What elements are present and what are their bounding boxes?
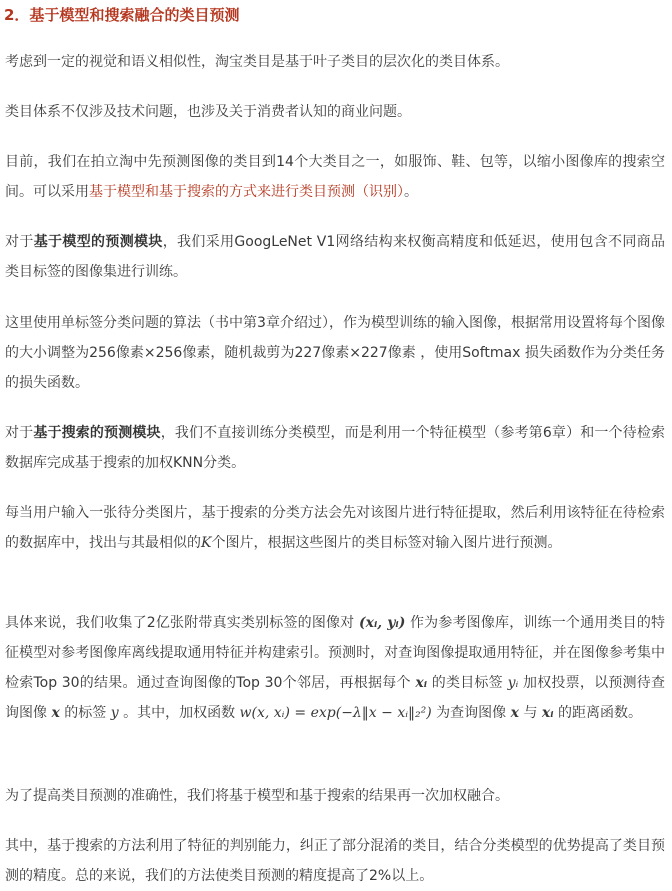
p4-text-b: ，我们采用GoogLeNet V1网络结构来权衡高精度和低延迟，使用包含不同商品类目标签的图像集进行训练。 [5,234,666,280]
paragraph-7 [5,498,665,558]
paragraph-5: 这里使用单标签分类问题的算法（书中第3章介绍过），作为模型训练的输入图像，根据常用设置将每个图像的大小调整为256像素×256像素，随机裁剪为227像素×227像素 ，使用Softmax 损失函数作为分类任务的损失函数。 [5,315,665,391]
section-heading: 2．基于模型和搜索融合的类目预测 [4,6,240,24]
p3-text-a: 目前，我们在拍立淘中先预测图像的类目到14个大类目之一，如服饰、鞋、包等，以缩小图像库的搜索空间。可以采用 [5,154,665,200]
p8-x2-symbol: x [510,705,519,721]
p8-text-h: 与 [519,705,542,721]
p8-y-symbol: y [110,705,119,721]
p8-text-i: 的距离函数。 [553,705,643,721]
p8-weight-formula: w(x, xᵢ) = exp(−λ‖x − xᵢ‖₂²) [239,705,432,721]
p8-x-symbol: x [51,705,60,721]
p6-bold: 基于搜索的预测模块 [33,425,161,441]
paragraph-8 [5,608,665,728]
paragraph-6 [5,418,665,478]
p6-text-a: 对于 [5,425,34,441]
p8-text-b: 作为参考图像库，训练一个通用类目的特征模型对参考图像库离线提取通用特征并构建索引。预测时，对查询图像提取通用特征，并在图像参考集中检索Top 30的结果。通过查询图像的Top 30个邻居，再根据每个 [5,615,665,691]
p8-text-g: 为查询图像 [431,705,511,721]
p7-k-symbol: K [201,535,212,551]
paragraph-9: 为了提高类目预测的准确性，我们将基于模型和基于搜索的结果再一次加权融合。 [5,788,509,804]
paragraph-10: 其中，基于搜索的方法利用了特征的判别能力，纠正了部分混淆的类目，结合分类模型的优势提高了类目预测的精度。总的来说，我们的方法使类目预测的精度提高了2%以上。 [5,838,665,884]
p8-xi2-symbol: xᵢ [541,705,554,721]
p8-text-a: 具体来说，我们收集了2亿张附带真实类别标签的图像对 [5,615,359,631]
p7-text-b: 个图片，根据这些图片的类目标签对输入图片进行预测。 [211,535,562,551]
p8-pair-formula: (xᵢ, yᵢ) [358,615,406,631]
p6-text-b: ，我们不直接训练分类模型，而是利用一个特征模型（参考第6章）和一个待检索数据库完成基于搜索的加权KNN分类。 [5,425,666,471]
paragraph-4 [5,227,665,287]
p8-text-c: 的类目标签 [427,675,508,691]
p4-text-a: 对于 [5,234,34,250]
p3-highlight: 基于模型和基于搜索的方式来进行类目预测（识别） [89,184,404,200]
p3-text-b: 。 [404,184,418,200]
p4-bold: 基于模型的预测模块 [33,234,163,250]
paragraph-3 [5,147,665,207]
paragraph-2: 类目体系不仅涉及技术问题，也涉及关于消费者认知的商业问题。 [5,104,411,120]
p8-yi-symbol: yᵢ [507,675,519,691]
p8-text-e: 的标签 [59,705,111,721]
p8-text-d: 加权投票，以预测待查询图像 [5,675,666,721]
paragraph-1: 考虑到一定的视觉和语义相似性，淘宝类目是基于叶子类目的层次化的类目体系。 [5,54,509,70]
p8-xi-symbol: xᵢ [415,675,428,691]
p8-text-f: 。其中，加权函数 [118,705,240,721]
p7-text-a: 每当用户输入一张待分类图片，基于搜索的分类方法会先对该图片进行特征提取，然后利用该特征在待检索的数据库中，找出与其最相似的 [5,505,665,551]
